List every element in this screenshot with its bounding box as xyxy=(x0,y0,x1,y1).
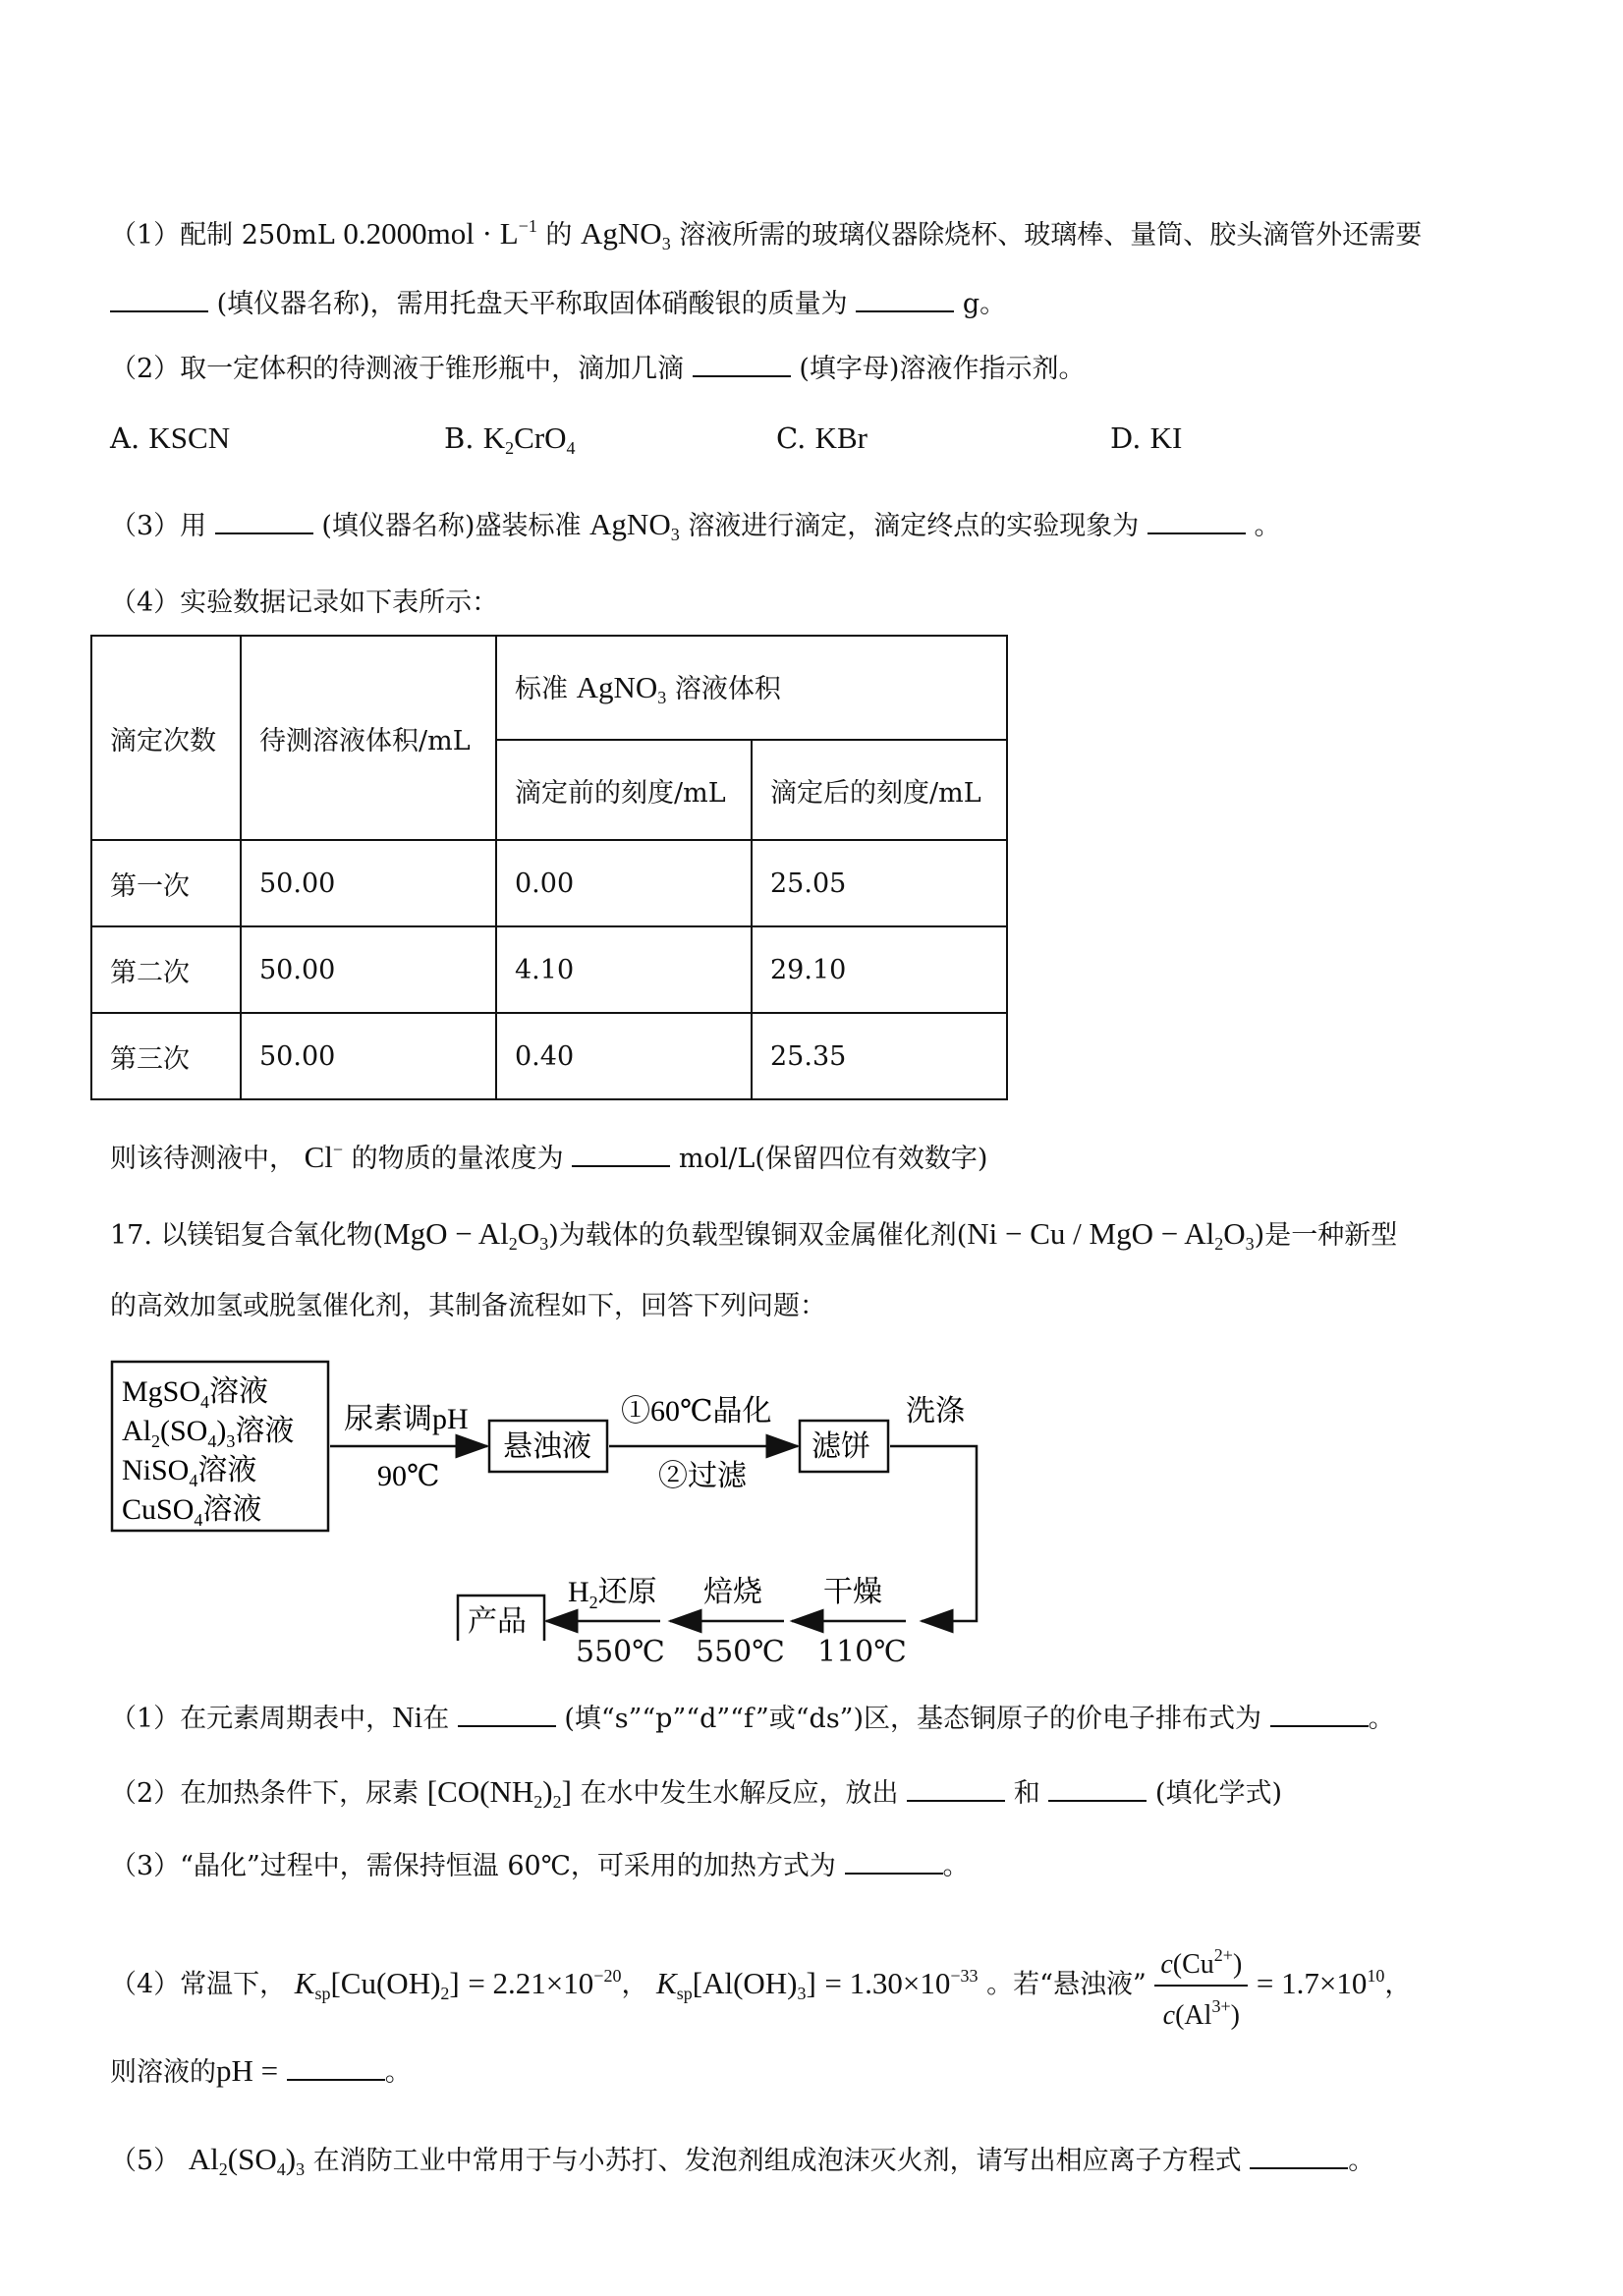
filter-cake-label: 滤饼 xyxy=(812,1430,870,1463)
q16-part2: （2）取一定体积的待测液于锥形瓶中，滴加几滴 (填字母)溶液作指示剂。 xyxy=(110,348,1085,389)
temp-roast: 550℃ xyxy=(696,1635,785,1669)
option-d: D. KI xyxy=(1110,420,1183,455)
reagent-cuso4: CuSO$_4$溶液 xyxy=(122,1493,262,1530)
temp-reduce: 550℃ xyxy=(576,1635,665,1669)
answer-blank[interactable] xyxy=(845,1845,943,1875)
header-volume: 待测溶液体积/mL xyxy=(241,636,496,840)
option-c: C. KBr xyxy=(776,420,867,455)
q17-part3: （3）“晶化”过程中，需保持恒温 60℃，可采用的加热方式为 。 xyxy=(110,1845,970,1886)
agno3-formula: AgNO$_3$ xyxy=(581,216,671,253)
k2cro4-formula: $K_2CrO_4$ xyxy=(482,420,576,458)
answer-blank[interactable] xyxy=(1147,505,1246,534)
header-after: 滴定后的刻度/mL xyxy=(752,740,1007,840)
answer-blank[interactable] xyxy=(287,2051,385,2081)
answer-blank[interactable] xyxy=(458,1698,556,1727)
reagent-al2so43: $Al_2(SO_4)_3$溶液 xyxy=(122,1415,295,1451)
temp-dry: 110℃ xyxy=(817,1635,907,1669)
titration-table xyxy=(90,635,1008,1100)
table-row: 第一次 50.00 0.00 25.05 xyxy=(91,840,1007,926)
q17-part5: （5） $Al_2(SO_4)_3$ 在消防工业中常用于与小苏打、发泡剂组成泡沫灭火剂，请写出相应离子方程式 。 xyxy=(110,2142,1375,2179)
wash-path xyxy=(890,1446,977,1621)
concentration-value: $0.2000mol \cdot L^{-1}$ xyxy=(343,216,537,251)
arrow-2-top: ①60℃晶化 xyxy=(621,1395,772,1428)
reagent-mgso4: MgSO$_4$溶液 xyxy=(122,1375,269,1412)
al2so43-formula: $Al_2(SO_4)_3$ xyxy=(188,2142,306,2179)
answer-blank[interactable] xyxy=(110,283,208,312)
reagent-niso4: NiSO$_4$溶液 xyxy=(122,1454,257,1490)
option-b: B. $K_2CrO_4$ xyxy=(444,420,576,458)
q17-part4: （4）常温下， $K_{sp}[Cu(OH)_2] = 2.21\times 10^{-20}$， $K_{sp}[Al(OH)_3] = 1.30\times 10^{-33}$ 。若“悬浊液” $\frac{c(Cu^{2+})}{c(Al^{3+})}$ = $1.7\times 10^{10}$， xyxy=(110,1935,1411,2036)
q17-part4-cont: 则溶液的pH = 。 xyxy=(110,2053,412,2088)
arrow-1-top: 尿素调pH xyxy=(344,1403,469,1435)
q17-intro-line1: 17. 以镁铝复合氧化物$(MgO - Al_2O_3)$为载体的负载型镍铜双金属催化剂(Ni − Cu / MgO − $Al_2O_3$)是一种新型 xyxy=(110,1216,1398,1254)
answer-blank[interactable] xyxy=(1250,2140,1348,2169)
process-flow-diagram xyxy=(0,1346,1623,1641)
answer-blank[interactable] xyxy=(1048,1772,1147,1802)
q17-part1: （1）在元素周期表中，Ni在 (填“s”“p”“d”“f”或“ds”)区，基态铜原子的价电子排布式为 。 xyxy=(110,1700,1395,1734)
answer-blank[interactable] xyxy=(572,1138,670,1167)
answer-blank[interactable] xyxy=(215,505,313,534)
urea-formula: $[CO(NH_2)_2]$ xyxy=(426,1774,572,1812)
arrow-2-bottom: ②过滤 xyxy=(658,1460,747,1492)
q16-part4: （4）实验数据记录如下表所示： xyxy=(110,588,499,618)
answer-blank[interactable] xyxy=(907,1772,1005,1802)
q16-part1-line1: （1）配制 250mL $0.2000mol \cdot L^{-1}$ 的 AgNO$_3$ 溶液所需的玻璃仪器除烧杯、玻璃棒、量筒、胶头滴管外还需要 xyxy=(110,216,1423,253)
answer-blank[interactable] xyxy=(856,283,954,312)
product-label: 产品 xyxy=(468,1605,527,1638)
suspension-label: 悬浊液 xyxy=(503,1430,591,1463)
table-row: 第二次 50.00 4.10 29.10 xyxy=(91,926,1007,1013)
dry-label: 干燥 xyxy=(823,1576,882,1608)
q16-conclusion: 则该待测液中， Cl− 的物质的量浓度为 mol/L(保留四位有效数字) xyxy=(110,1140,988,1174)
q17-intro-line2: 的高效加氢或脱氢催化剂，其制备流程如下，回答下列问题： xyxy=(110,1291,826,1321)
header-trial: 滴定次数 xyxy=(91,636,241,840)
header-before: 滴定前的刻度/mL xyxy=(496,740,752,840)
header-standard: 标准 AgNO$_3$ 溶液体积 xyxy=(496,636,1007,740)
option-a: A. KSCN xyxy=(110,420,231,455)
table-row: 第三次 50.00 0.40 25.35 xyxy=(91,1013,1007,1099)
arrow-1-bottom: 90℃ xyxy=(377,1460,440,1492)
q16-part3: （3）用 (填仪器名称)盛装标准 AgNO$_3$ 溶液进行滴定，滴定终点的实验现象为 。 xyxy=(110,507,1281,544)
wash-label: 洗涤 xyxy=(906,1395,965,1428)
q16-part1-line2: (填仪器名称)，需用托盘天平称取固体硝酸银的质量为 g。 xyxy=(110,283,1006,324)
roast-label: 焙烧 xyxy=(703,1576,762,1608)
answer-blank[interactable] xyxy=(1270,1698,1369,1727)
reduce-label: $H_2$还原 xyxy=(568,1576,657,1612)
answer-blank[interactable] xyxy=(693,348,791,377)
q17-part2: （2）在加热条件下，尿素 $[CO(NH_2)_2]$ 在水中发生水解反应，放出 和 (填化学式) xyxy=(110,1774,1282,1812)
concentration-ratio: $\frac{c(Cu^{2+})}{c(Al^{3+})}$ xyxy=(1154,1935,1248,2036)
